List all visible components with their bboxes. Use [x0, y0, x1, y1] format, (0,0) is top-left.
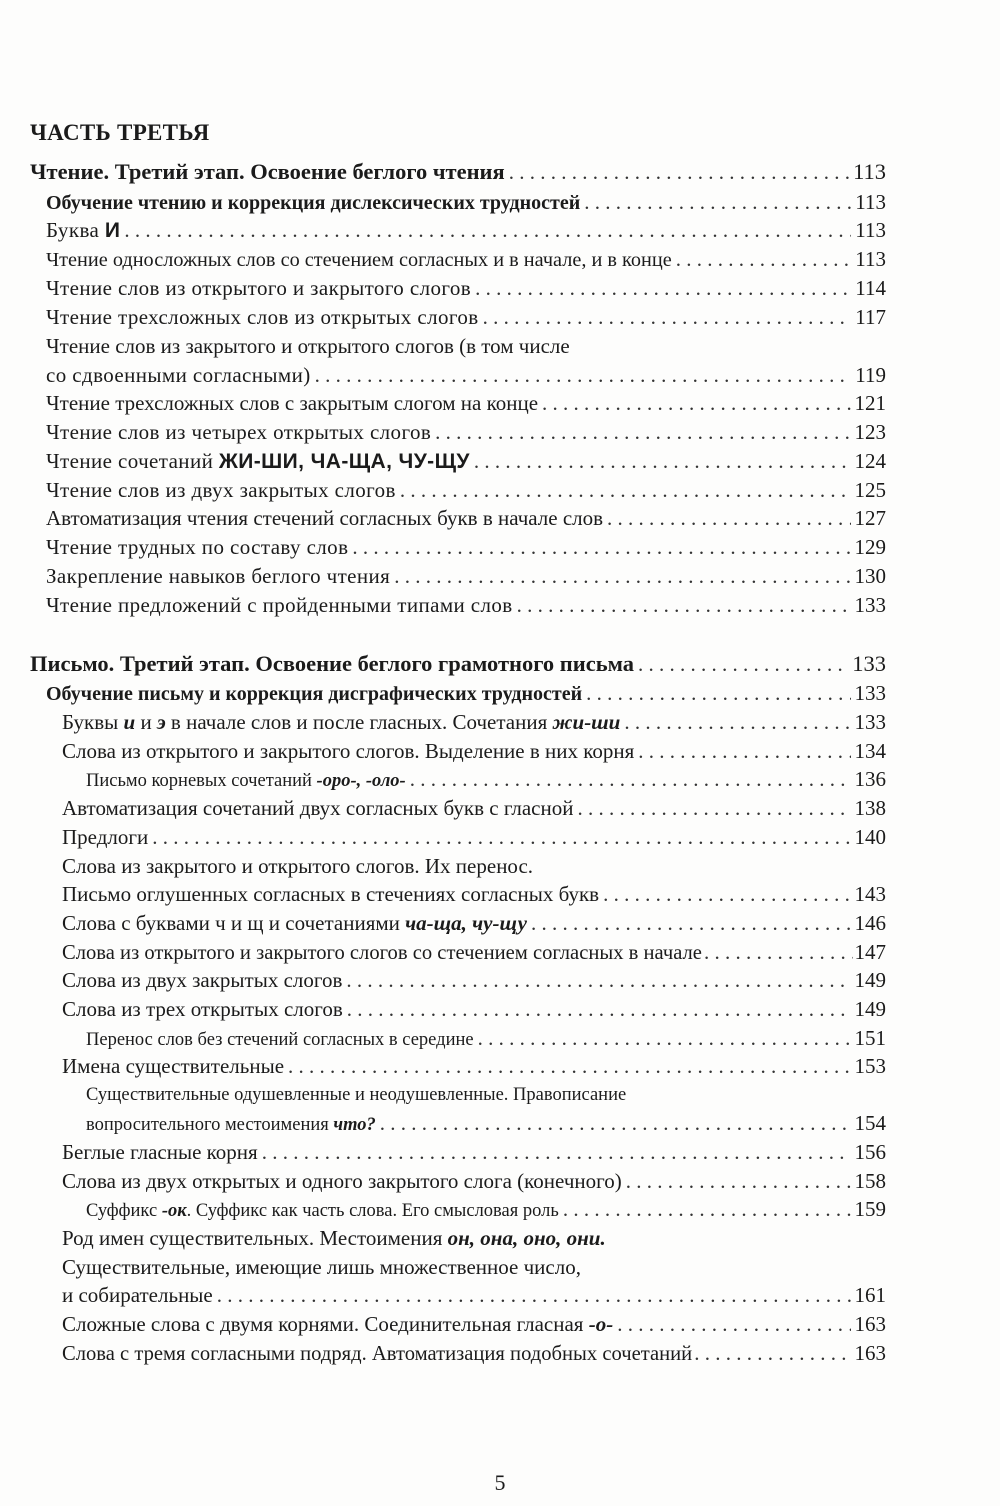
page-ref: 113: [853, 159, 886, 184]
leader-dots: [607, 504, 850, 532]
toc-entry[interactable]: Слова из закрытого и открытого слогов. Их перенос.: [62, 854, 534, 878]
heading-text: Письмо. Третий этап. Освоение беглого грамотного письма: [30, 651, 635, 676]
page-ref: 124: [854, 449, 886, 473]
page-ref: 163: [854, 1341, 886, 1365]
leader-dots: [346, 966, 850, 994]
toc-entry[interactable]: Чтение сочетаний ЖИ-ШИ, ЧА-ЩА, ЧУ-ЩУ . . . 124: [46, 447, 886, 475]
toc-entry[interactable]: Автоматизация сочетаний двух согласных букв с гласной . . . 138: [62, 794, 886, 822]
page-ref: 138: [854, 796, 886, 820]
page-ref: 156: [854, 1140, 886, 1164]
leader-dots: [478, 1024, 851, 1052]
toc-entry[interactable]: со сдвоенными согласными) . . . 119: [46, 361, 886, 389]
page-ref: 127: [854, 506, 886, 530]
toc-subheading-reading[interactable]: [46, 188, 886, 216]
toc-entry[interactable]: Слова из двух закрытых слогов . . . 149: [62, 966, 886, 994]
toc-entry[interactable]: Чтение трехсложных слов с закрытым слогом на конце . . . 121: [46, 389, 886, 417]
page-ref: 163: [854, 1312, 886, 1336]
leader-dots: [563, 1195, 851, 1223]
leader-dots: [577, 794, 850, 822]
page-ref: 125: [854, 478, 886, 502]
leader-dots: [152, 823, 850, 851]
page-ref: 130: [854, 564, 886, 588]
toc-entry-line1[interactable]: Существительные одушевленные и неодушевленные. Правописание: [86, 1085, 627, 1105]
toc-heading-reading[interactable]: [30, 158, 886, 186]
page-ref: 149: [854, 997, 886, 1021]
leader-dots: [400, 476, 851, 504]
toc-entry[interactable]: Чтение предложений с пройденными типами слов . . . 133: [46, 591, 886, 619]
page-ref: 119: [855, 363, 886, 387]
toc-entry[interactable]: Письмо оглушенных согласных в стечениях согласных букв . . . 143: [62, 880, 886, 908]
leader-dots: [531, 909, 851, 937]
toc-entry[interactable]: Предлоги . . . 140: [62, 823, 886, 851]
toc-entry[interactable]: Слова из открытого и закрытого слогов со стечением согласных в начале . . . 147: [62, 938, 886, 966]
page-ref: 146: [854, 911, 886, 935]
page-ref: 113: [855, 190, 886, 214]
toc-entry-line1[interactable]: Чтение слов из закрытого и открытого слогов (в том числе: [46, 334, 570, 358]
subheading-text: Обучение чтению и коррекция дислексических трудностей: [46, 192, 581, 214]
toc-entry[interactable]: Чтение трехсложных слов из открытых слогов . . . 117: [46, 303, 886, 331]
leader-dots: [517, 591, 851, 619]
toc-entry[interactable]: Закрепление навыков беглого чтения . . . 130: [46, 562, 886, 590]
page-ref: 151: [854, 1026, 886, 1050]
page-ref: 140: [854, 825, 886, 849]
leader-dots: [475, 274, 851, 302]
toc-entry[interactable]: Род имен существительных. Местоимения он, она, оно, они.: [62, 1226, 606, 1250]
page-ref: 113: [855, 218, 886, 242]
leader-dots: [474, 447, 851, 475]
leader-dots: [394, 562, 850, 590]
toc-entry[interactable]: Слова из трех открытых слогов . . . 149: [62, 995, 886, 1023]
toc-entry-line1[interactable]: Существительные, имеющие лишь множественное число,: [62, 1255, 581, 1279]
toc-entry[interactable]: Чтение слов из четырех открытых слогов . . . 123: [46, 418, 886, 446]
toc-entry[interactable]: Сложные слова с двумя корнями. Соединительная гласная -о- . . . 163: [62, 1310, 886, 1338]
page-ref: 161: [854, 1283, 886, 1307]
page-ref: 133: [852, 651, 886, 676]
toc-entry[interactable]: и собирательные . . . 161: [62, 1281, 886, 1309]
leader-dots: [288, 1052, 850, 1080]
leader-dots: [483, 303, 852, 331]
page-ref: 159: [854, 1197, 886, 1221]
leader-dots: [509, 158, 849, 186]
toc-entry[interactable]: Автоматизация чтения стечений согласных букв в начале слов . . . 127: [46, 504, 886, 532]
toc-entry[interactable]: Суффикс -ок. Суффикс как часть слова. Его смысловая роль . . . 159: [86, 1195, 886, 1223]
page-ref: 129: [854, 535, 886, 559]
toc-heading-writing[interactable]: [30, 650, 886, 678]
leader-dots: [584, 188, 851, 216]
page-ref: 121: [854, 391, 886, 415]
leader-dots: [347, 995, 851, 1023]
leader-dots: [694, 1339, 852, 1367]
heading-text: Чтение. Третий этап. Освоение беглого чтения: [30, 159, 505, 184]
leader-dots: [603, 880, 850, 908]
toc-entry[interactable]: Буквы и и э в начале слов и после гласных. Сочетания жи-ши . . . 133: [62, 708, 886, 736]
page-ref: 114: [855, 276, 886, 300]
leader-dots: [380, 1109, 851, 1137]
page-ref: 143: [854, 882, 886, 906]
page-number: 5: [494, 1470, 506, 1495]
page-ref: 154: [854, 1111, 886, 1135]
toc-entry[interactable]: Перенос слов без стечений согласных в середине . . . 151: [86, 1024, 886, 1052]
leader-dots: [124, 216, 851, 244]
toc-subheading-writing[interactable]: [46, 679, 886, 707]
leader-dots: [638, 737, 850, 765]
toc-entry[interactable]: Беглые гласные корня . . . 156: [62, 1138, 886, 1166]
page-ref: 117: [855, 305, 886, 329]
leader-dots: [435, 418, 850, 446]
page-ref: 133: [854, 710, 886, 734]
toc-entry[interactable]: Буква И . . . 113: [46, 216, 886, 244]
leader-dots: [617, 1310, 850, 1338]
leader-dots: [704, 938, 853, 966]
toc-entry[interactable]: Слова с тремя согласными подряд. Автоматизация подобных сочетаний . . . 163: [62, 1339, 886, 1367]
toc-entry[interactable]: Имена существительные . . . 153: [62, 1052, 886, 1080]
leader-dots: [676, 245, 852, 273]
page-ref: 134: [854, 739, 886, 763]
leader-dots: [262, 1138, 851, 1166]
leader-dots: [542, 389, 850, 417]
page-ref: 158: [854, 1169, 886, 1193]
page-ref: 113: [855, 247, 886, 271]
toc-entry[interactable]: Чтение трудных по составу слов . . . 129: [46, 533, 886, 561]
leader-dots: [410, 765, 851, 793]
part-title: ЧАСТЬ ТРЕТЬЯ: [30, 120, 210, 145]
leader-dots: [624, 708, 850, 736]
page-ref: 153: [854, 1054, 886, 1078]
leader-dots: [315, 361, 852, 389]
toc-entry[interactable]: Чтение слов из двух закрытых слогов . . . 125: [46, 476, 886, 504]
subheading-text: Обучение письму и коррекция дисграфических трудностей: [46, 683, 583, 705]
page-ref: 133: [854, 681, 886, 705]
toc-entry[interactable]: вопросительного местоимения что? . . . 154: [86, 1109, 886, 1137]
page-ref: 149: [854, 968, 886, 992]
page-ref: 147: [854, 940, 886, 964]
page-ref: 123: [854, 420, 886, 444]
leader-dots: [217, 1281, 851, 1309]
toc-entry[interactable]: Письмо корневых сочетаний -оро-, -оло- . . . 136: [86, 765, 886, 793]
page-ref: 133: [854, 593, 886, 617]
page-ref: 136: [854, 767, 886, 791]
toc-entry[interactable]: Чтение односложных слов со стечением согласных и в начале, и в конце . . . 113: [46, 245, 886, 273]
toc-entry[interactable]: Слова из двух открытых и одного закрытого слога (конечного) . . . 158: [62, 1167, 886, 1195]
toc-entry[interactable]: Слова из открытого и закрытого слогов. Выделение в них корня . . . 134: [62, 737, 886, 765]
toc-entry[interactable]: Слова с буквами ч и щ и сочетаниями ча-ща, чу-щу . . . 146: [62, 909, 886, 937]
toc-entry[interactable]: Чтение слов из открытого и закрытого слогов . . . 114: [46, 274, 886, 302]
leader-dots: [352, 533, 850, 561]
leader-dots: [626, 1167, 851, 1195]
leader-dots: [586, 679, 850, 707]
leader-dots: [638, 650, 848, 678]
